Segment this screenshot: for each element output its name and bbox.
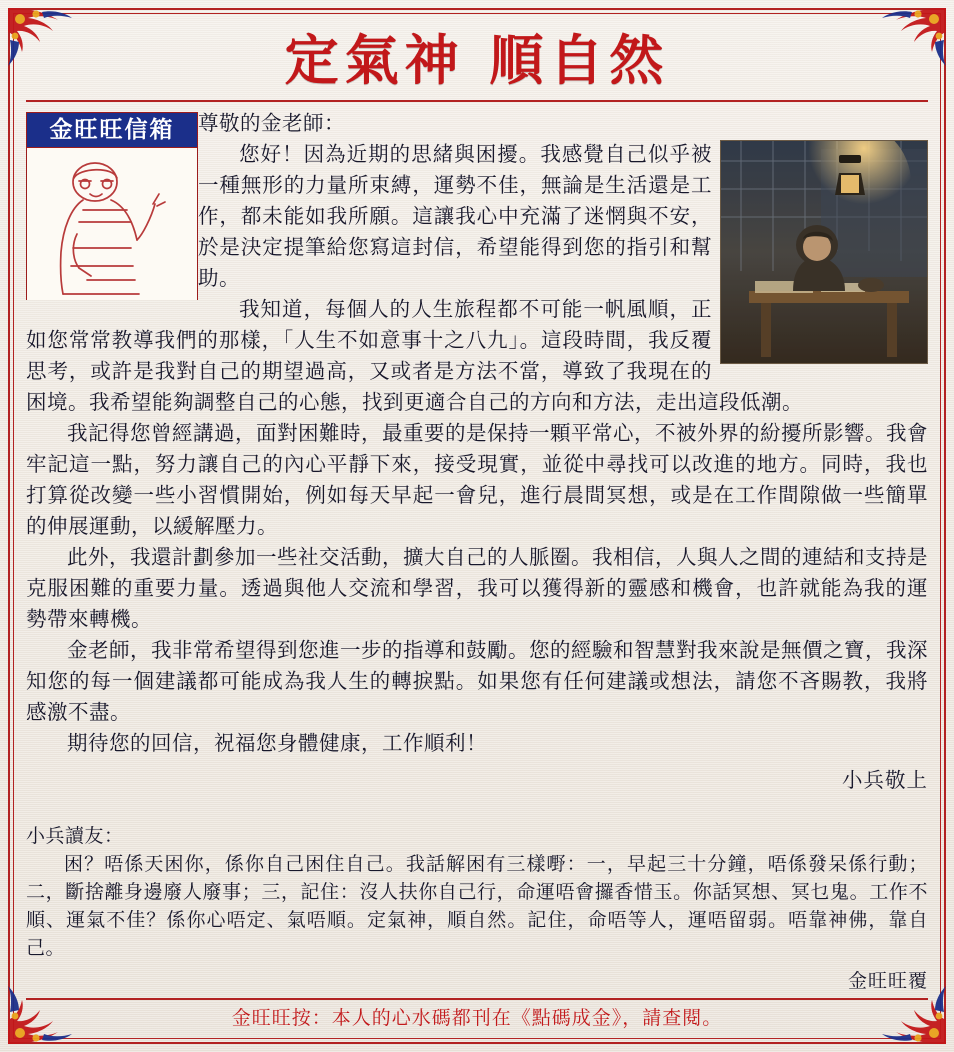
letter-paragraph: 金老師，我非常希望得到您進一步的指導和鼓勵。您的經驗和智慧對我來說是無價之寶，我深知您的每一個建議都可能成為我人生的轉捩點。如果您有任何建議或想法，請您不吝賜教，我將感激不盡。 [26, 638, 928, 724]
footer-note: 金旺旺按：本人的心水碼都刊在《點碼成金》，請查閱。 [231, 1007, 723, 1029]
badge-float-spacer [26, 108, 198, 304]
letter-paragraph: 我記得您曾經講過，面對困難時，最重要的是保持一顆平常心，不被外界的紛擾所影響。我會牢記這一點，努力讓自己的內心平靜下來，接受現實，並從中尋找可以改進的地方。同時，我也打算從改變一些小習慣開始，例如每天早起一會兒，進行晨間冥想，或是在工作間隙做一些簡單的伸展運動，以緩解壓力。 [26, 421, 928, 538]
header-divider [26, 100, 928, 102]
reply-block [26, 822, 928, 993]
letter-signature: 小兵敬上 [842, 768, 928, 792]
letter-paragraph: 期待您的回信，祝福您身體健康，工作順利！ [67, 731, 487, 755]
mailbox-badge-label: 金旺旺信箱 [27, 113, 197, 148]
letter-paragraph: 此外，我還計劃參加一些社交活動，擴大自己的人脈圈。我相信，人與人之間的連結和支持是克服困難的重要力量。透過與他人交流和學習，我可以獲得新的靈感和機會，也許就能為我的運勢帶來轉機。 [26, 545, 928, 631]
reply-signature: 金旺旺覆 [847, 970, 928, 992]
letter-salutation: 尊敬的金老師： [198, 111, 345, 135]
letter-body [26, 108, 928, 793]
letter-paragraph: 我知道，每個人的人生旅程都不可能一帆風順，正如您常常教導我們的那樣，「人生不如意事十之八九」。這段時間，我反覆思考，或許是我對自己的期望過高，又或者是方法不當，導致了我現在的困境。我希望能夠調整自己的心態，找到更適合自己的方向和方法，走出這段低潮。 [26, 297, 803, 414]
photo-float-spacer [712, 108, 928, 360]
reply-salutation: 小兵讀友： [26, 825, 124, 847]
reply-body: 困？唔係天困你，係你自己困住自己。我話解困有三樣嘢：一，早起三十分鐘，唔係發呆係行動；二，斷捨離身邊廢人廢事；三，記住：沒人扶你自己行，命運唔會攞香惜玉。你話冥想、冥乜鬼。工作不順、運氣不佳？係你心唔定、氣唔順。定氣神，順自然。記住，命唔等人，運唔留弱。唔靠神佛，靠自己。 [26, 853, 928, 959]
footer-divider [26, 998, 928, 1000]
letter-paragraph: 您好！因為近期的思緒與困擾。我感覺自己似乎被一種無形的力量所束縛，運勢不佳，無論是生活還是工作，都未能如我所願。這讓我心中充滿了迷惘與不安，於是決定提筆給您寫這封信，希望能得到您的指引和幫助。 [198, 142, 712, 290]
page-title: 定氣神 順自然 [284, 28, 670, 92]
